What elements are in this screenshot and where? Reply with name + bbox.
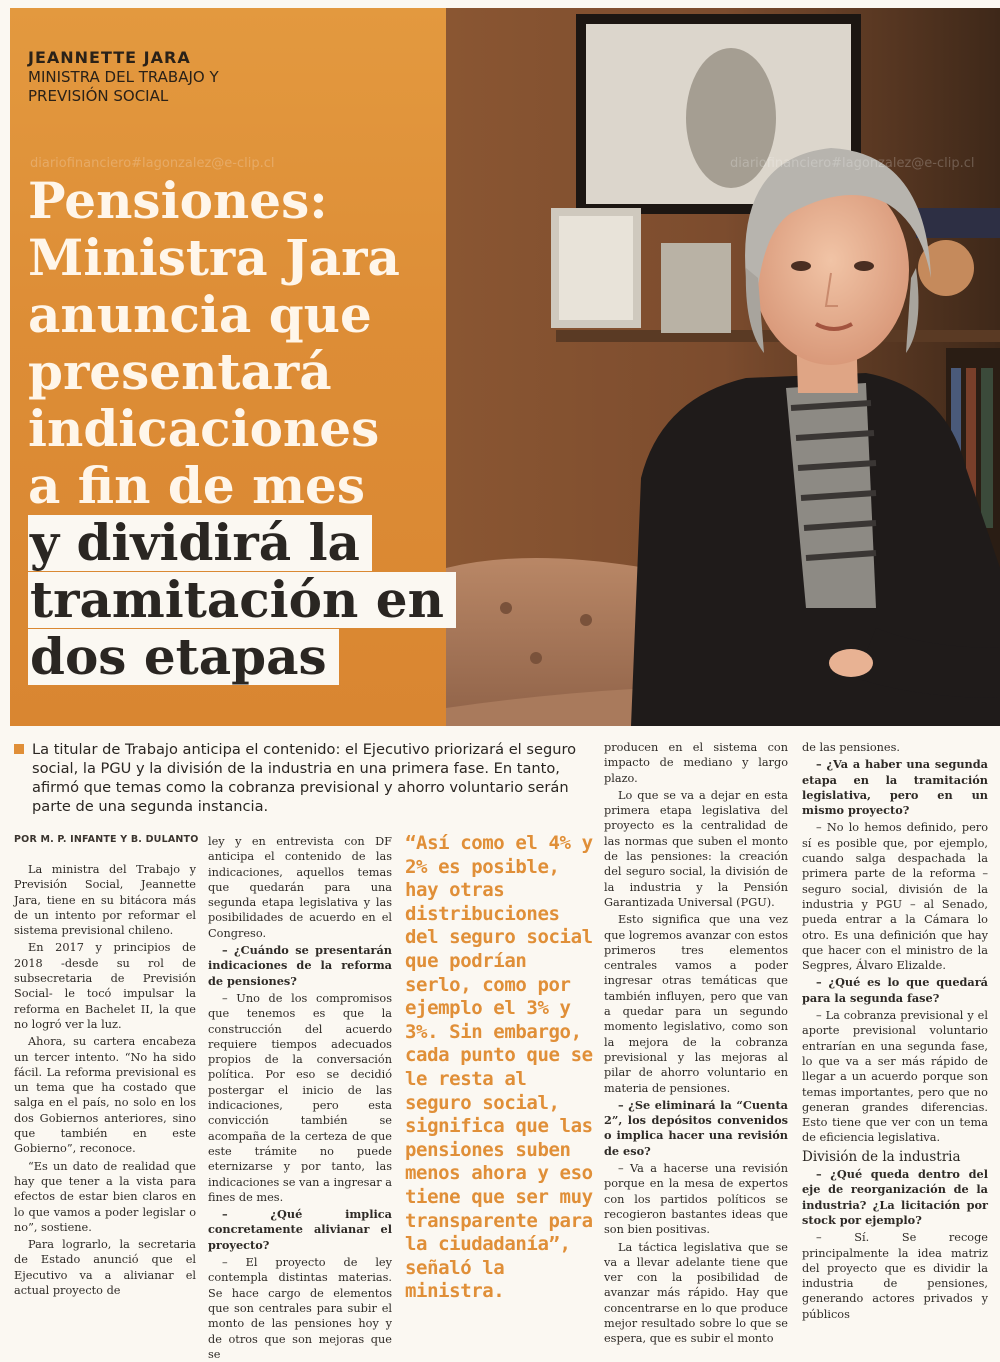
paragraph: Ahora, su cartera encabeza un tercer intento. “No ha sido fácil. La reforma previsional es un tema que ha costado que salga en el país, no solo en los dos Gobiernos anteriores, sino que también en este Gobierno”, reconoce. bbox=[14, 1035, 196, 1156]
paragraph: Esto significa que una vez que logremos avanzar con estos primeros tres elementos centrales vamos a poder ingresar otras temáticas que también influyen, pero que van a quedar para un segundo momento legislativo, como son la mejora de la cobranza previsional y las mejoras al pilar de ahorro voluntario en materia de pensiones. bbox=[604, 913, 788, 1095]
paragraph: En 2017 y principios de 2018 -desde su rol de subsecretaria de Previsión Social- le tocó impulsar la reforma en Bachelet II, la que no logró ver la luz. bbox=[14, 941, 196, 1031]
interview-question: – ¿Cuándo se presentarán indicaciones de la reforma de pensiones? bbox=[208, 943, 392, 988]
headline-line: Pensiones: bbox=[28, 171, 328, 230]
watermark: diariofinanciero#lagonzalez@e-clip.cl bbox=[30, 156, 275, 171]
lead-paragraph bbox=[14, 740, 594, 816]
hero-section bbox=[10, 8, 1000, 726]
pull-quote-attribution: señaló la ministra. bbox=[405, 1256, 505, 1303]
pull-quote-text: “Así como el 4% y 2% es posible, hay otras distribuciones del seguro social que podrían serlo, como por ejemplo el 3% y 3%. Sin embargo, cada punto que se le resta al seguro social, significa que las pensiones suben menos ahora y eso tiene que ser muy transparente para la ciudadanía”, bbox=[405, 832, 593, 1256]
interview-answer: – La cobranza previsional y el aporte previsional voluntario entrarían en una segunda fase, lo que va a ser más rápido de llegar a un acuerdo porque son temas importantes, pero que no generan grandes diferencias. Esto tiene que ver con un tema de eficiencia legislativa. bbox=[802, 1009, 988, 1145]
headline-highlight-line: y dividirá la bbox=[28, 515, 372, 571]
headline-line: Ministra Jara bbox=[28, 228, 400, 287]
headline-highlight-line: dos etapas bbox=[28, 629, 339, 685]
paragraph: Lo que se va a dejar en esta primera etapa legislativa del proyecto es la centralidad de las normas que suben el monto de las pensiones: la creación del seguro social, la división de la industria y la Pensión Garantizada Universal (PGU). bbox=[604, 788, 788, 909]
paragraph: La ministra del Trabajo y Previsión Social, Jeannette Jara, tiene en su bitácora más de un intento por reformar el sistema previsional chileno. bbox=[14, 863, 196, 938]
section-subhead: División de la industria bbox=[802, 1148, 961, 1165]
headline bbox=[28, 172, 588, 685]
byline: POR M. P. INFANTE Y B. DULANTO bbox=[14, 834, 199, 845]
interview-answer: – No lo hemos definido, pero sí es posible que, por ejemplo, cuando salga despachada la primera parte de la reforma –seguro social, división de la industria y PGU – al Senado, pueda entrar a la Cámara lo otro. Es una definición que hay que hacer con el ministro de la Segpres, Álvaro Elizalde. bbox=[802, 821, 988, 973]
interview-answer: – Va a hacerse una revisión porque en la mesa de expertos con los partidos políticos se recogieron bastantes ideas que son bien positivas. bbox=[604, 1162, 788, 1237]
interview-question: – ¿Qué queda dentro del eje de reorganización de la industria? ¿La licitación por stock por ejemplo? bbox=[802, 1167, 988, 1227]
article-column-2 bbox=[208, 834, 392, 1361]
interview-question: – ¿Qué es lo que quedará para la segunda fase? bbox=[802, 975, 988, 1005]
watermark: diariofinanciero#lagonzalez@e-clip.cl bbox=[730, 156, 975, 171]
interview-answer: – Uno de los compromisos que tenemos es que la construcción del acuerdo requiere tiempos adecuados propios de la conversación política. Por eso se decidió postergar el inicio de las indicaciones, pero esta convicción también se acompaña de la certeza de que este trámite no puede eternizarse y por tanto, las indicaciones se van a ingresar a fines de mes. bbox=[208, 991, 392, 1204]
paragraph: producen en el sistema con impacto de mediano y largo plazo. bbox=[604, 741, 788, 785]
article-column-4 bbox=[802, 740, 988, 1321]
interview-question: – ¿Va a haber una segunda etapa en la tramitación legislativa, pero en un mismo proyecto? bbox=[802, 757, 988, 818]
article-column-3 bbox=[604, 740, 788, 1346]
headline-line: a fin de mes bbox=[28, 456, 365, 515]
headline-line: indicaciones bbox=[28, 399, 380, 458]
interview-answer: – El proyecto de ley contempla distintas materias. Se hace cargo de elementos que son centrales para subir el monto de las pensiones hoy y de otros que son mejoras que se bbox=[208, 1256, 392, 1361]
headline-line: presentará bbox=[28, 342, 332, 401]
paragraph: de las pensiones. bbox=[802, 741, 900, 754]
paragraph: ley y en entrevista con DF anticipa el contenido de las indicaciones, aquellos temas que quedarán para una segunda etapa legislativa y las posibilidades de acuerdo en el Congreso. bbox=[208, 835, 392, 940]
author-role: MINISTRA DEL TRABAJO Y PREVISIÓN SOCIAL bbox=[28, 68, 219, 105]
headline-line: anuncia que bbox=[28, 285, 372, 344]
lead-text: La titular de Trabajo anticipa el contenido: el Ejecutivo priorizará el seguro social, la PGU y la división de la industria en una primera fase. En tanto, afirmó que temas como la cobranza previsional y ahorro voluntario serán parte de una segunda instancia. bbox=[32, 741, 577, 815]
headline-highlight-line: tramitación en bbox=[28, 572, 456, 628]
author-name: JEANNETTE JARA bbox=[28, 48, 191, 67]
interview-question: – ¿Se eliminará la “Cuenta 2”, los depósitos convenidos o implica hacer una revisión de eso? bbox=[604, 1097, 788, 1158]
paragraph: La táctica legislativa que se va a llevar adelante tiene que ver con la posibilidad de avanzar más rápido. Hay que concentrarse en lo que produce mejor resultado sobre lo que se espera, que es subir el monto bbox=[604, 1240, 788, 1346]
lead-bullet-square bbox=[14, 744, 24, 754]
interview-answer: – Sí. Se recoge principalmente la idea matriz del proyecto que es dividir la industria de pensiones, generando actores privados y públicos bbox=[802, 1231, 988, 1321]
article-column-1 bbox=[14, 862, 196, 1298]
paragraph: “Es un dato de realidad que hay que tener a la vista para efectos de estar bien claros en lo que vamos a poder legislar o no”, sostiene. bbox=[14, 1159, 196, 1234]
interview-question: – ¿Qué implica concretamente alivianar el proyecto? bbox=[208, 1207, 392, 1252]
pull-quote bbox=[405, 832, 597, 1304]
paragraph: Para lograrlo, la secretaria de Estado anunció que el Ejecutivo va a alivianar el actual proyecto de bbox=[14, 1238, 196, 1298]
